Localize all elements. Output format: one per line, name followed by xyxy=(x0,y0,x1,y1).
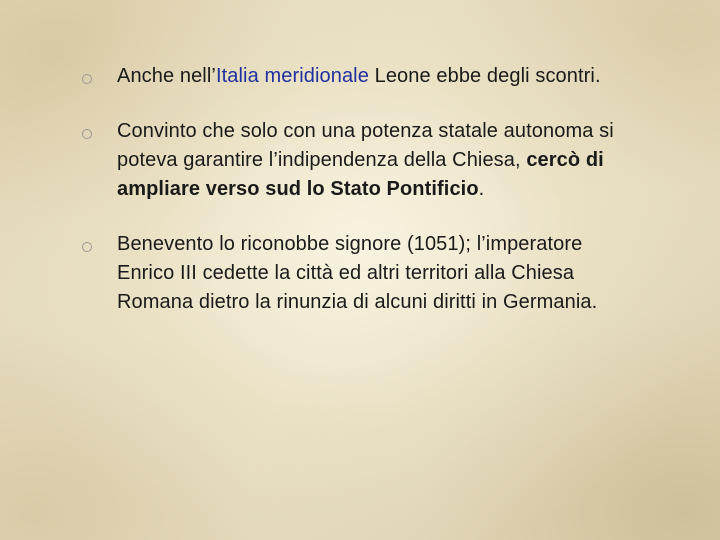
bullet-item-2 xyxy=(80,117,640,204)
bullet-list xyxy=(80,62,640,317)
bullet-2-text xyxy=(117,120,614,200)
bullet-item-3 xyxy=(80,230,640,317)
bullet-3-segment-1: Benevento lo riconobbe signore (1051); l’imperatore Enrico III cedette la città ed altri territori alla Chiesa Romana dietro la rinunzia di alcuni diritti in Germania. xyxy=(117,233,598,313)
bullet-icon xyxy=(82,242,92,252)
bullet-2-segment-1: Convinto che solo con una potenza statale autonoma si poteva garantire l’indipendenza della Chiesa, xyxy=(117,120,614,171)
bullet-2-segment-3: . xyxy=(478,178,485,200)
bullet-1-highlight: Italia meridionale xyxy=(215,65,369,87)
bullet-2-bold: cercò di ampliare verso sud lo Stato Pontificio xyxy=(117,149,604,200)
bullet-icon xyxy=(82,129,92,139)
bullet-1-segment-1: Anche nell’ xyxy=(117,65,216,87)
bullet-3-text xyxy=(117,233,597,313)
bullet-1-segment-3: Leone ebbe degli scontri. xyxy=(368,65,601,87)
bullet-1-text xyxy=(117,65,601,87)
bullet-icon xyxy=(82,74,92,84)
bullet-item-1 xyxy=(80,62,640,91)
